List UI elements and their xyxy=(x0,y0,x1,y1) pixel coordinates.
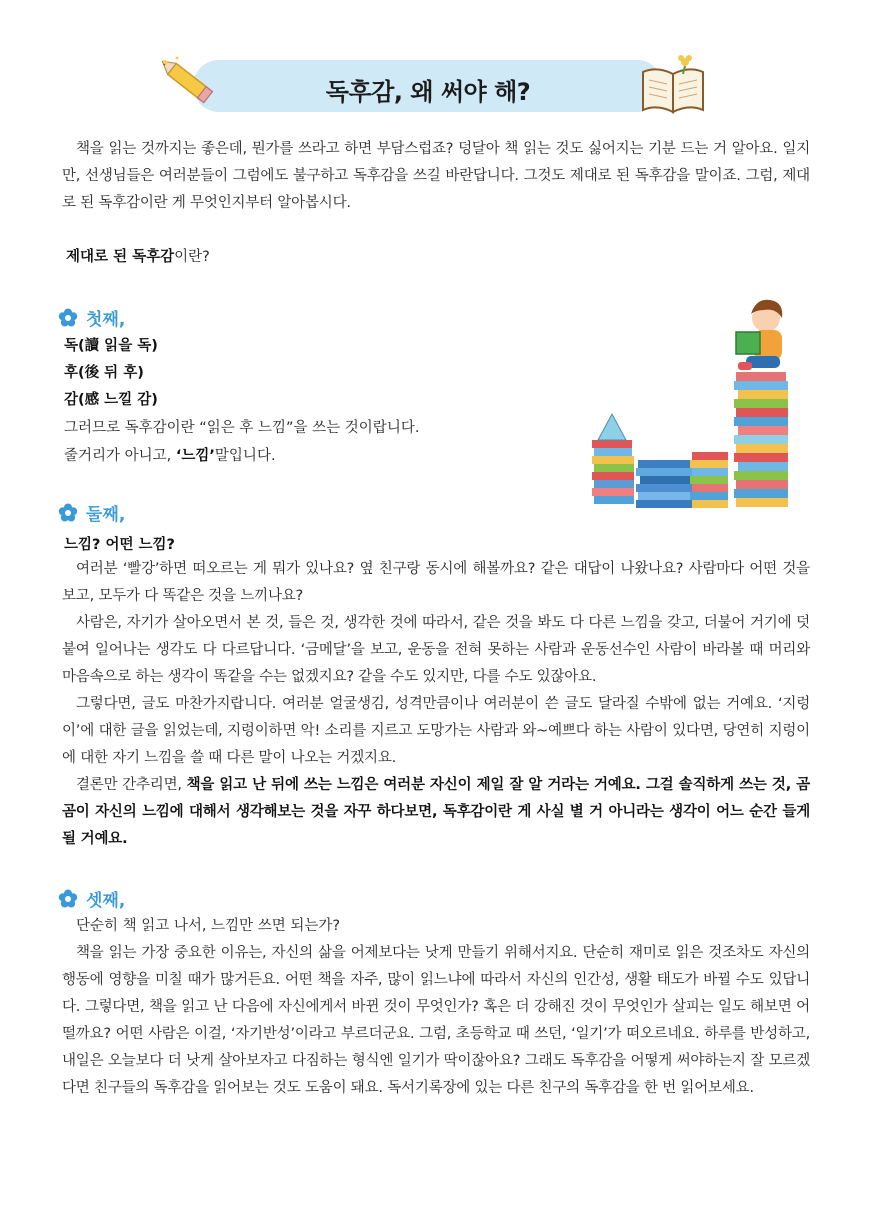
section-first-heading xyxy=(58,305,125,330)
second-paragraph-3: 그렇다면, 글도 마찬가지랍니다. 여러분 얼굴생김, 성격만큼이나 여러분이 쓴 글도 달라질 수밖에 없는 거예요. ‘지렁이’에 대한 글을 읽었는데, 지렁이하면 악! 소리를 지르고 도망가는 사람과 와~예쁘다 하는 사람이 있다면, 당연히 지렁이에 대한 자기 느낌을 쓸 때 다른 말이 나오는 거겠지요. xyxy=(62,696,810,766)
first-line-5-a: 줄거리가 아니고, xyxy=(64,448,176,464)
second-paragraph-4 xyxy=(62,772,810,853)
section-third-heading xyxy=(58,886,125,911)
second-paragraph-4-bold: 책을 읽고 난 뒤에 쓰는 느낌은 여러분 자신이 제일 잘 알 거라는 거예요. 그걸 솔직하게 쓰는 것, 곰곰이 자신의 느낌에 대해서 생각해보는 것을 자꾸 하다보면, 독후감이란 게 사실 별 거 아니라는 생각이 어느 순간 들게 될 거예요. xyxy=(62,777,810,847)
reading-child-on-books-illustration xyxy=(588,292,810,514)
second-subhead: 느낌? 어떤 느낌? xyxy=(64,537,175,553)
open-book-icon xyxy=(637,54,709,120)
question-line xyxy=(66,247,210,267)
first-line-5-c: 말입니다. xyxy=(214,448,276,464)
first-line-2: 후(後 뒤 후) xyxy=(64,365,144,381)
section-second-heading xyxy=(58,500,125,525)
pencil-icon xyxy=(155,52,225,114)
first-line-5-b: ‘느낌’ xyxy=(175,448,215,464)
second-paragraph-1: 여러분 ‘빨강’하면 떠오르는 게 뭐가 있나요? 옆 친구랑 동시에 해볼까요? 같은 대답이 나왔나요? 사람마다 어떤 것을 보고, 모두가 다 똑같은 것을 느끼나요? xyxy=(62,561,810,604)
first-line-3: 감(感 느낄 감) xyxy=(64,392,158,408)
flower-icon xyxy=(58,889,78,909)
first-line-5 xyxy=(64,446,276,466)
title-banner xyxy=(193,60,663,112)
page-header xyxy=(155,52,715,122)
third-subhead: 단순히 책 읽고 나서, 느낌만 쓰면 되는가? xyxy=(76,918,341,934)
first-line-4: 그러므로 독후감이란 “읽은 후 느낌”을 쓰는 것이랍니다. xyxy=(64,420,420,436)
first-line-1: 독(讀 읽을 독) xyxy=(64,338,158,354)
section-second-title: 둘째, xyxy=(86,505,126,525)
third-paragraph-1: 책을 읽는 가장 중요한 이유는, 자신의 삶을 어제보다는 낫게 만들기 위해서지요. 단순히 재미로 읽은 것조차도 자신의 행동에 영향을 미칠 때가 많거든요. 어떤 책을 자주, 많이 읽느냐에 따라서 자신의 인간성, 생활 태도가 바뀔 수도 있답니다. 그렇다면, 책을 읽고 난 다음에 자신에게서 바뀐 것이 무엇인가? 혹은 더 강해진 것이 무엇인가 살피는 일도 해보면 어떨까요? 어떤 사람은 이걸, ‘자기반성’이라고 부르더군요. 그럼, 초등학교 때 쓰던, ‘일기’가 떠오르네요. 하루를 반성하고, 내일은 오늘보다 더 낫게 살아보자고 다짐하는 형식엔 일기가 딱이잖아요? 그래도 독후감을 어떻게 써야하는지 잘 모르겠다면 친구들의 독후감을 읽어보는 것도 도움이 돼요. 독서기록장에 있는 다른 친구의 독후감을 한 번 읽어보세요. xyxy=(62,945,810,1096)
flower-icon xyxy=(58,308,78,328)
section-third-title: 셋째, xyxy=(86,891,126,911)
page-title: 독후감, 왜 써야 해? xyxy=(325,78,531,106)
second-paragraph-2: 사람은, 자기가 살아오면서 본 것, 들은 것, 생각한 것에 따라서, 같은 것을 봐도 다 다른 느낌을 갖고, 더불어 거기에 덧붙여 일어나는 생각도 다 다르답니다. ‘금메달’을 보고, 운동을 전혀 못하는 사람과 운동선수인 사람이 바라볼 때 머리와 마음속으로 하는 생각이 똑같을 수는 없겠지요? 같을 수도 있지만, 다를 수도 있잖아요. xyxy=(62,615,810,685)
question-bold: 제대로 된 독후감 xyxy=(66,249,175,265)
question-rest: 이란? xyxy=(174,249,210,265)
intro-paragraph: 책을 읽는 것까지는 좋은데, 뭔가를 쓰라고 하면 부담스럽죠? 덩달아 책 읽는 것도 싫어지는 기분 드는 거 알아요. 일지만, 선생님들은 여러분들이 그럼에도 불구하고 독후감을 쓰길 바란답니다. 그것도 제대로 된 독후감을 말이죠. 그럼, 제대로 된 독후감이란 게 무엇인지부터 알아봅시다. xyxy=(62,141,810,211)
second-paragraph-4-lead: 결론만 간추리면, xyxy=(76,777,187,793)
section-first-title: 첫째, xyxy=(86,310,126,330)
flower-icon xyxy=(58,503,78,523)
